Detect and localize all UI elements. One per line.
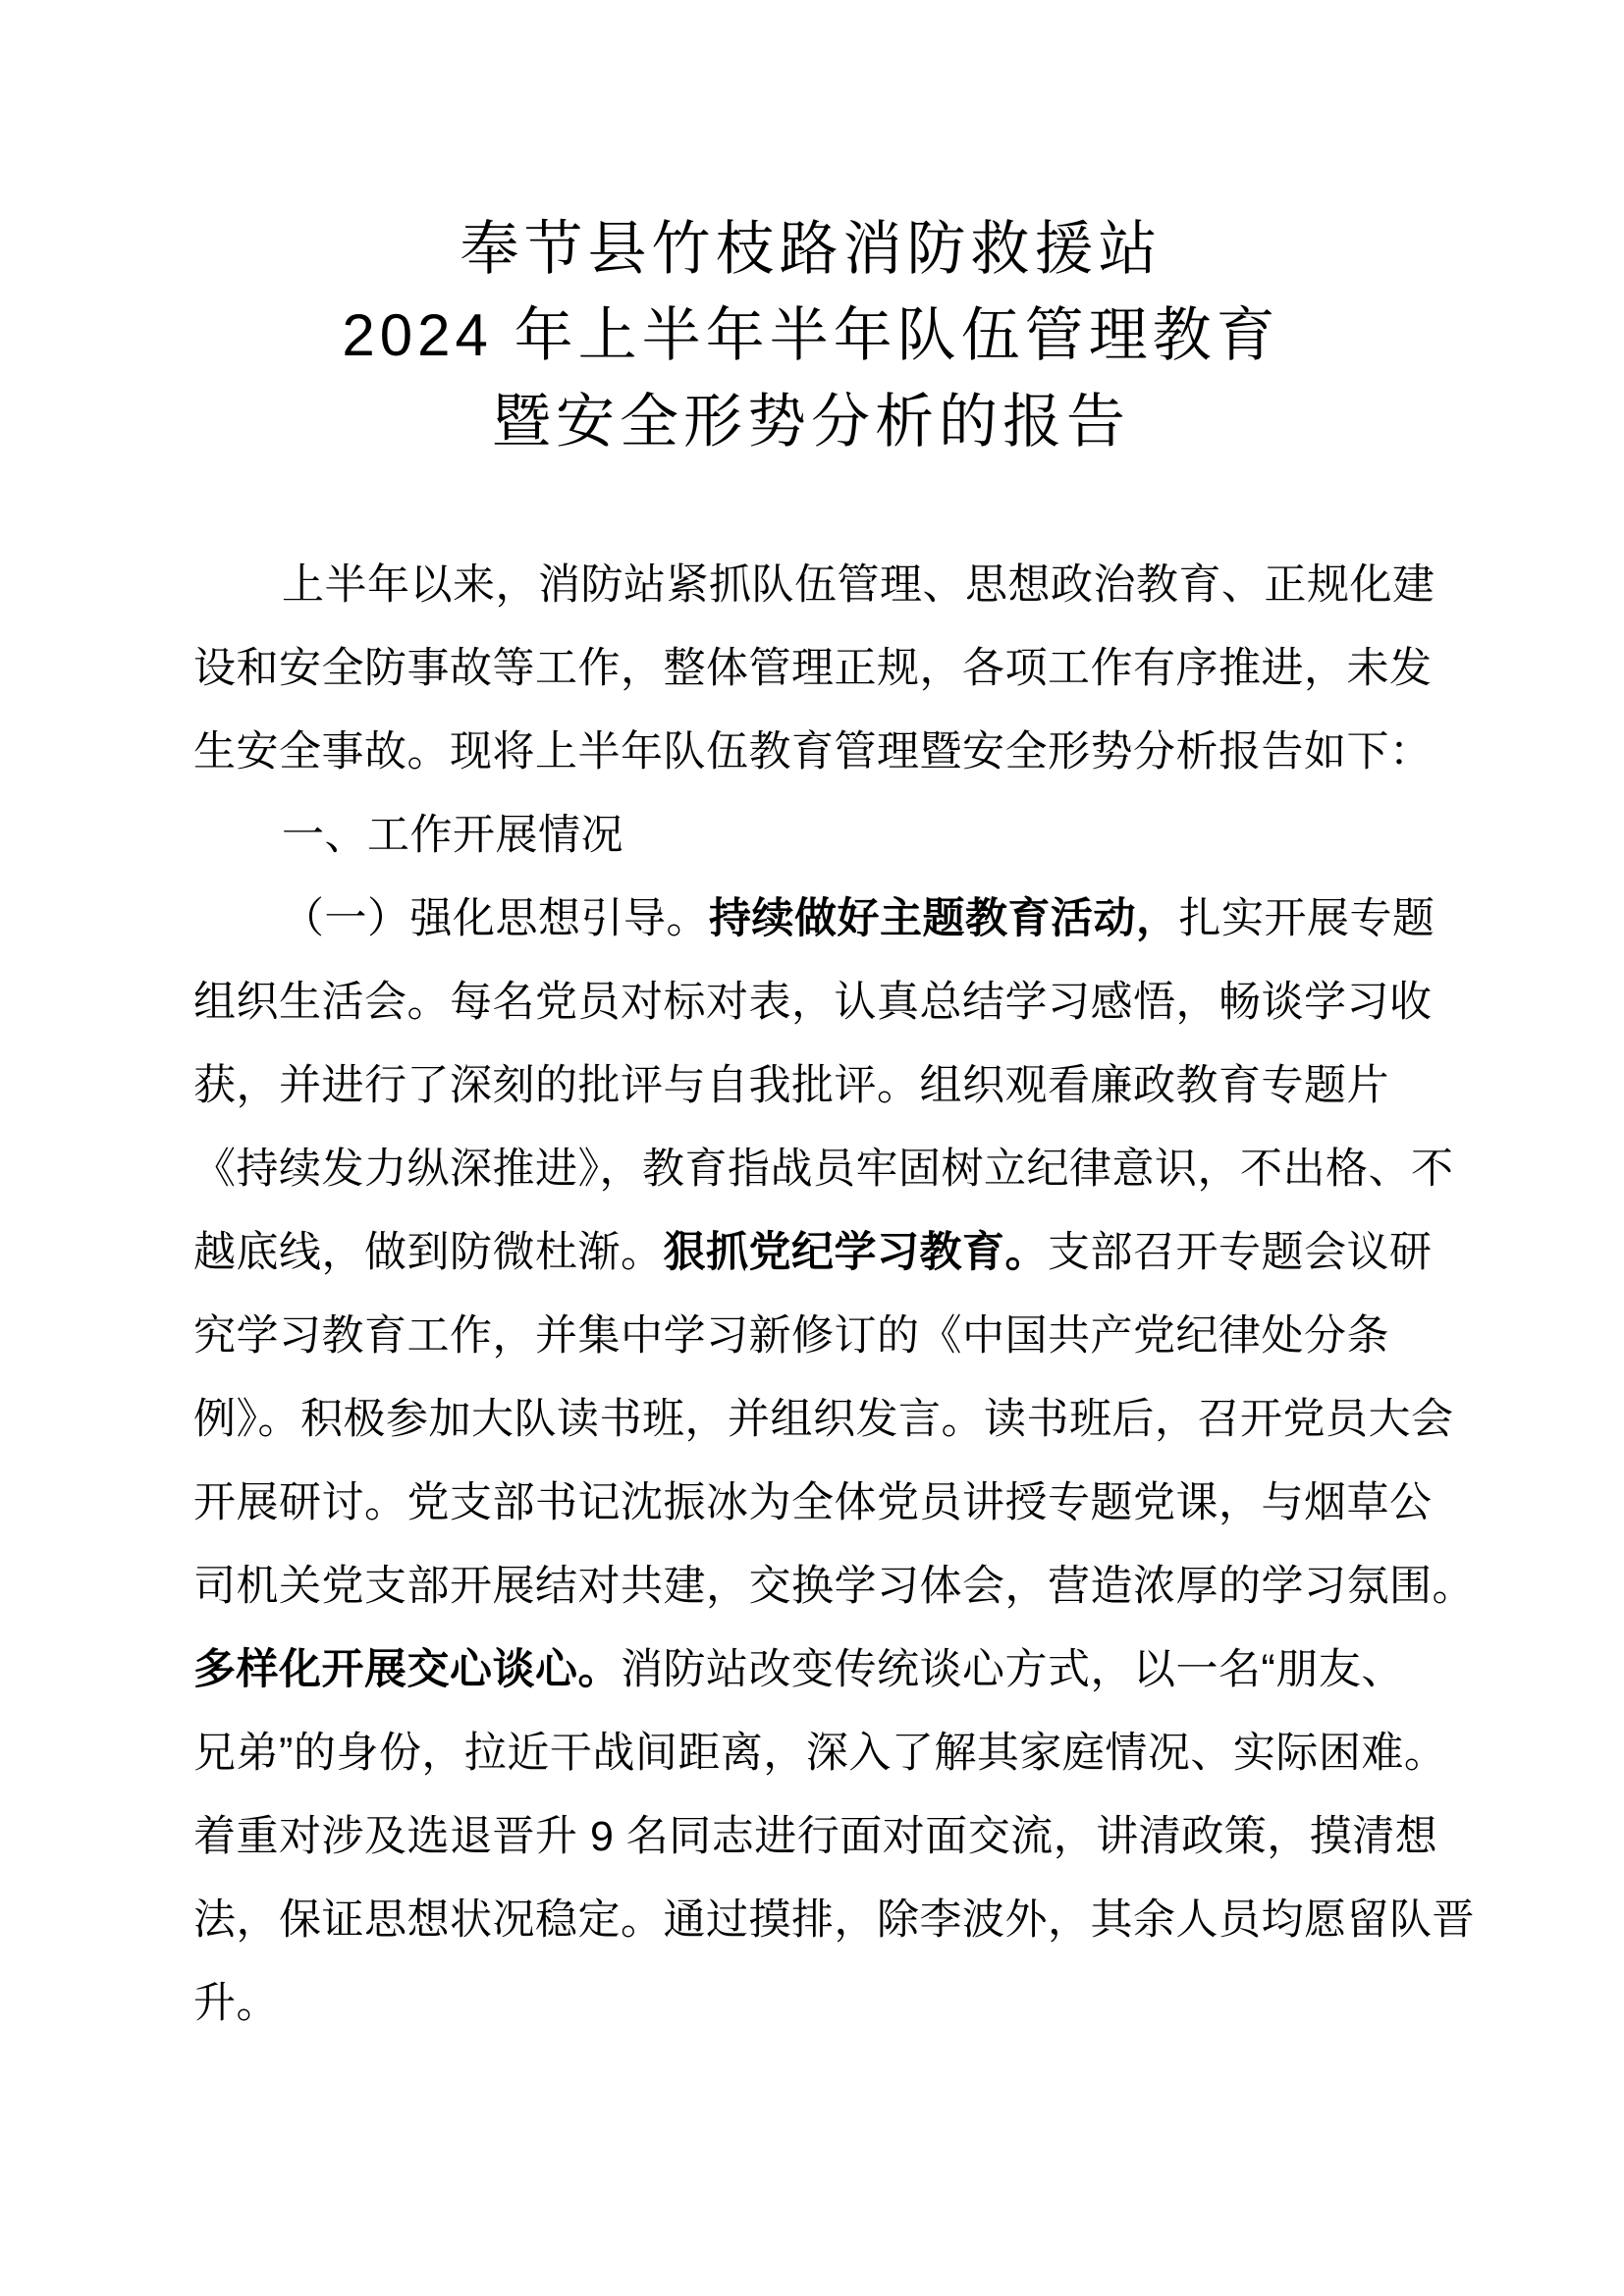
text-segment: 开展研讨。党支部书记沈振冰为全体党员讲授专题党课，与烟草公 bbox=[193, 1479, 1433, 1526]
text-segment: 《持续发力纵深推进》，教育指战员牢固树立纪律意识，不出格、不 bbox=[193, 1146, 1454, 1193]
body-line bbox=[193, 961, 1433, 1044]
body-line bbox=[193, 1712, 1447, 1795]
text-segment: 例》。积极参加大队读书班，并组织发言。读书班后，召开党员大会 bbox=[193, 1396, 1454, 1443]
body-line bbox=[193, 1879, 1475, 1962]
title-line: 奉节县竹枝路消防救援站 bbox=[460, 216, 1163, 282]
text-segment: （一）强化思想引导。 bbox=[282, 895, 709, 942]
text-segment: 司机关党支部开展结对共建，交换学习体会，营造浓厚的学习氛围。 bbox=[193, 1563, 1475, 1610]
title-line: 暨安全形势分析的报告 bbox=[492, 389, 1130, 454]
body-line bbox=[193, 1378, 1454, 1462]
text-segment: 上半年以来，消防站紧抓队伍管理、思想政治教育、正规化建 bbox=[282, 561, 1435, 609]
document-title bbox=[193, 0, 1429, 465]
title-line: 2024 年上半年半年队伍管理教育 bbox=[342, 302, 1280, 368]
text-segment: 法，保证思想状况稳定。通过摸排，除李波外，其余人员均愿留队晋 bbox=[193, 1896, 1475, 1944]
text-segment: 升。 bbox=[193, 1980, 279, 2027]
body-line bbox=[193, 1044, 1429, 1128]
text-segment: 组织生活会。每名党员对标对表，认真总结学习感悟，畅谈学习收 bbox=[193, 979, 1433, 1026]
text-segment: 越底线，做到防微杜渐。 bbox=[193, 1229, 664, 1276]
text-segment: 设和安全防事故等工作，整体管理正规，各项工作有序推进，未发 bbox=[193, 645, 1433, 692]
text-segment: 扎实开展专题 bbox=[1178, 895, 1435, 942]
section-heading bbox=[193, 794, 1429, 878]
text-segment: 兄弟”的身份，拉近干战间距离，深入了解其家庭情况、实际困难。 bbox=[193, 1730, 1447, 1777]
text-segment: 获，并进行了深刻的批评与自我批评。组织观看廉政教育专题片 bbox=[193, 1062, 1389, 1109]
text-segment: 一、工作开展情况 bbox=[282, 812, 623, 859]
body-line bbox=[193, 1295, 1429, 1378]
text-segment: 支部召开专题会议研 bbox=[1048, 1229, 1433, 1276]
body-line bbox=[193, 1545, 1475, 1629]
body-line bbox=[193, 1462, 1433, 1545]
text-segment: 着重对涉及选退晋升 9 名同志进行面对面交流，讲清政策，摸清想 bbox=[193, 1813, 1438, 1860]
emphasis-text-segment: 多样化开展交心谈心。 bbox=[193, 1646, 621, 1693]
emphasis-text-segment: 持续做好主题教育活动， bbox=[709, 895, 1179, 942]
body-line bbox=[193, 1211, 1433, 1295]
body-line bbox=[193, 878, 1435, 961]
document-content bbox=[193, 0, 1475, 2046]
body-line bbox=[193, 1962, 1429, 2046]
intro-line bbox=[193, 544, 1435, 627]
emphasis-text-segment: 狠抓党纪学习教育。 bbox=[663, 1229, 1048, 1276]
body-line bbox=[193, 1128, 1454, 1211]
body-line bbox=[193, 1795, 1438, 1879]
document-body bbox=[193, 544, 1475, 2046]
intro-line bbox=[193, 711, 1433, 794]
text-segment: 生安全事故。现将上半年队伍教育管理暨安全形势分析报告如下： bbox=[193, 728, 1433, 775]
text-segment: 究学习教育工作，并集中学习新修订的《中国共产党纪律处分条 bbox=[193, 1312, 1389, 1360]
body-line bbox=[193, 1629, 1429, 1712]
intro-line bbox=[193, 627, 1433, 711]
text-segment: 消防站改变传统谈心方式，以一名“朋友、 bbox=[621, 1646, 1404, 1693]
